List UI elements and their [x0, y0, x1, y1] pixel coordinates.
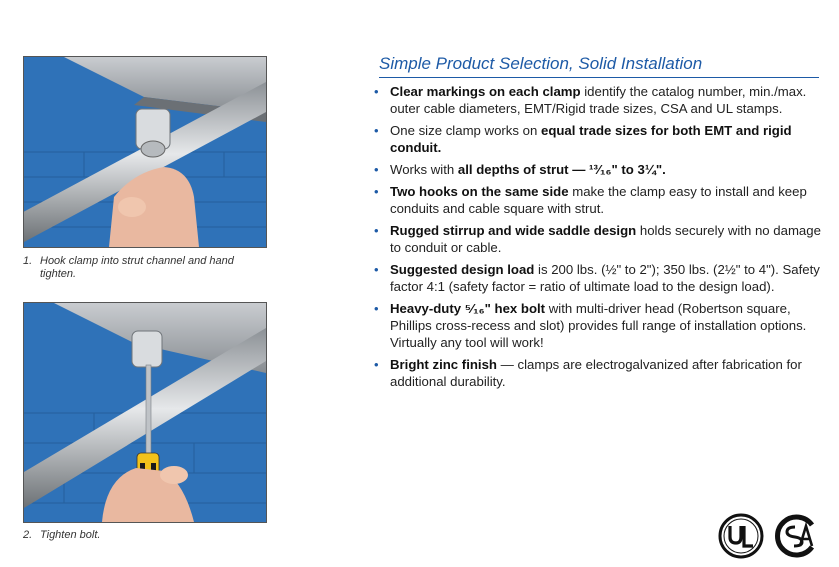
feature-text: is 200 lbs. (½" to 2"); 350 lbs. (2½" to 4"). Safety factor 4:1 (safety factor = ratio of ultimate load to the design load).	[390, 262, 820, 294]
feature-highlight: Heavy-duty ⁵⁄₁₆" hex bolt	[390, 301, 546, 316]
feature-item	[374, 222, 824, 256]
feature-text: identify the catalog number, min./max. outer cable diameters, EMT/Rigid trade sizes, CSA and UL stamps.	[390, 84, 807, 116]
bullet-icon: •	[374, 262, 379, 277]
bullet-icon: •	[374, 123, 379, 138]
csa-certified-icon	[773, 513, 819, 559]
feature-text: Works with	[390, 162, 458, 177]
photo-caption-2	[23, 529, 273, 542]
photo-caption-1	[23, 255, 273, 281]
caption-number: 2.	[23, 529, 33, 541]
caption-number: 1.	[23, 255, 33, 267]
bullet-icon: •	[374, 223, 379, 238]
feature-list	[374, 83, 824, 395]
feature-text: — clamps are electrogalvanized after fabrication for additional durability.	[390, 357, 802, 389]
caption-text: Hook clamp into strut channel and hand tighten.	[40, 255, 234, 280]
feature-item	[374, 83, 824, 117]
feature-text: make the clamp easy to install and keep conduits and cable square with strut.	[390, 184, 807, 216]
section-heading: Simple Product Selection, Solid Installation	[379, 54, 819, 78]
ul-listed-icon	[718, 513, 764, 559]
feature-highlight: all depths of strut — ¹³⁄₁₆" to 3¼".	[457, 162, 666, 177]
caption-text: Tighten bolt.	[40, 529, 101, 541]
bullet-icon: •	[374, 162, 379, 177]
bullet-icon: •	[374, 301, 379, 316]
feature-item	[374, 261, 824, 295]
feature-item	[374, 161, 824, 178]
installation-photo-tighten-bolt	[23, 302, 267, 523]
feature-highlight: equal trade sizes for both EMT and rigid conduit.	[390, 123, 792, 155]
bullet-icon: •	[374, 184, 379, 199]
installation-photo-hook-clamp	[23, 56, 267, 248]
feature-item	[374, 356, 824, 390]
feature-highlight: Rugged stirrup and wide saddle design	[390, 223, 637, 238]
feature-highlight: Two hooks on the same side	[390, 184, 569, 199]
feature-item	[374, 122, 824, 156]
feature-highlight: Clear markings on each clamp	[390, 84, 581, 99]
feature-text: One size clamp works on	[390, 123, 541, 138]
bullet-icon: •	[374, 84, 379, 99]
feature-item	[374, 183, 824, 217]
feature-text: holds securely with no damage to conduit or cable.	[390, 223, 821, 255]
feature-highlight: Suggested design load	[390, 262, 535, 277]
feature-item	[374, 300, 824, 351]
feature-highlight: Bright zinc finish	[390, 357, 497, 372]
feature-text: with multi-driver head (Robertson square, Phillips cross-recess and slot) provides full range of installation options. Virtually any tool will work!	[390, 301, 807, 350]
bullet-icon: •	[374, 357, 379, 372]
